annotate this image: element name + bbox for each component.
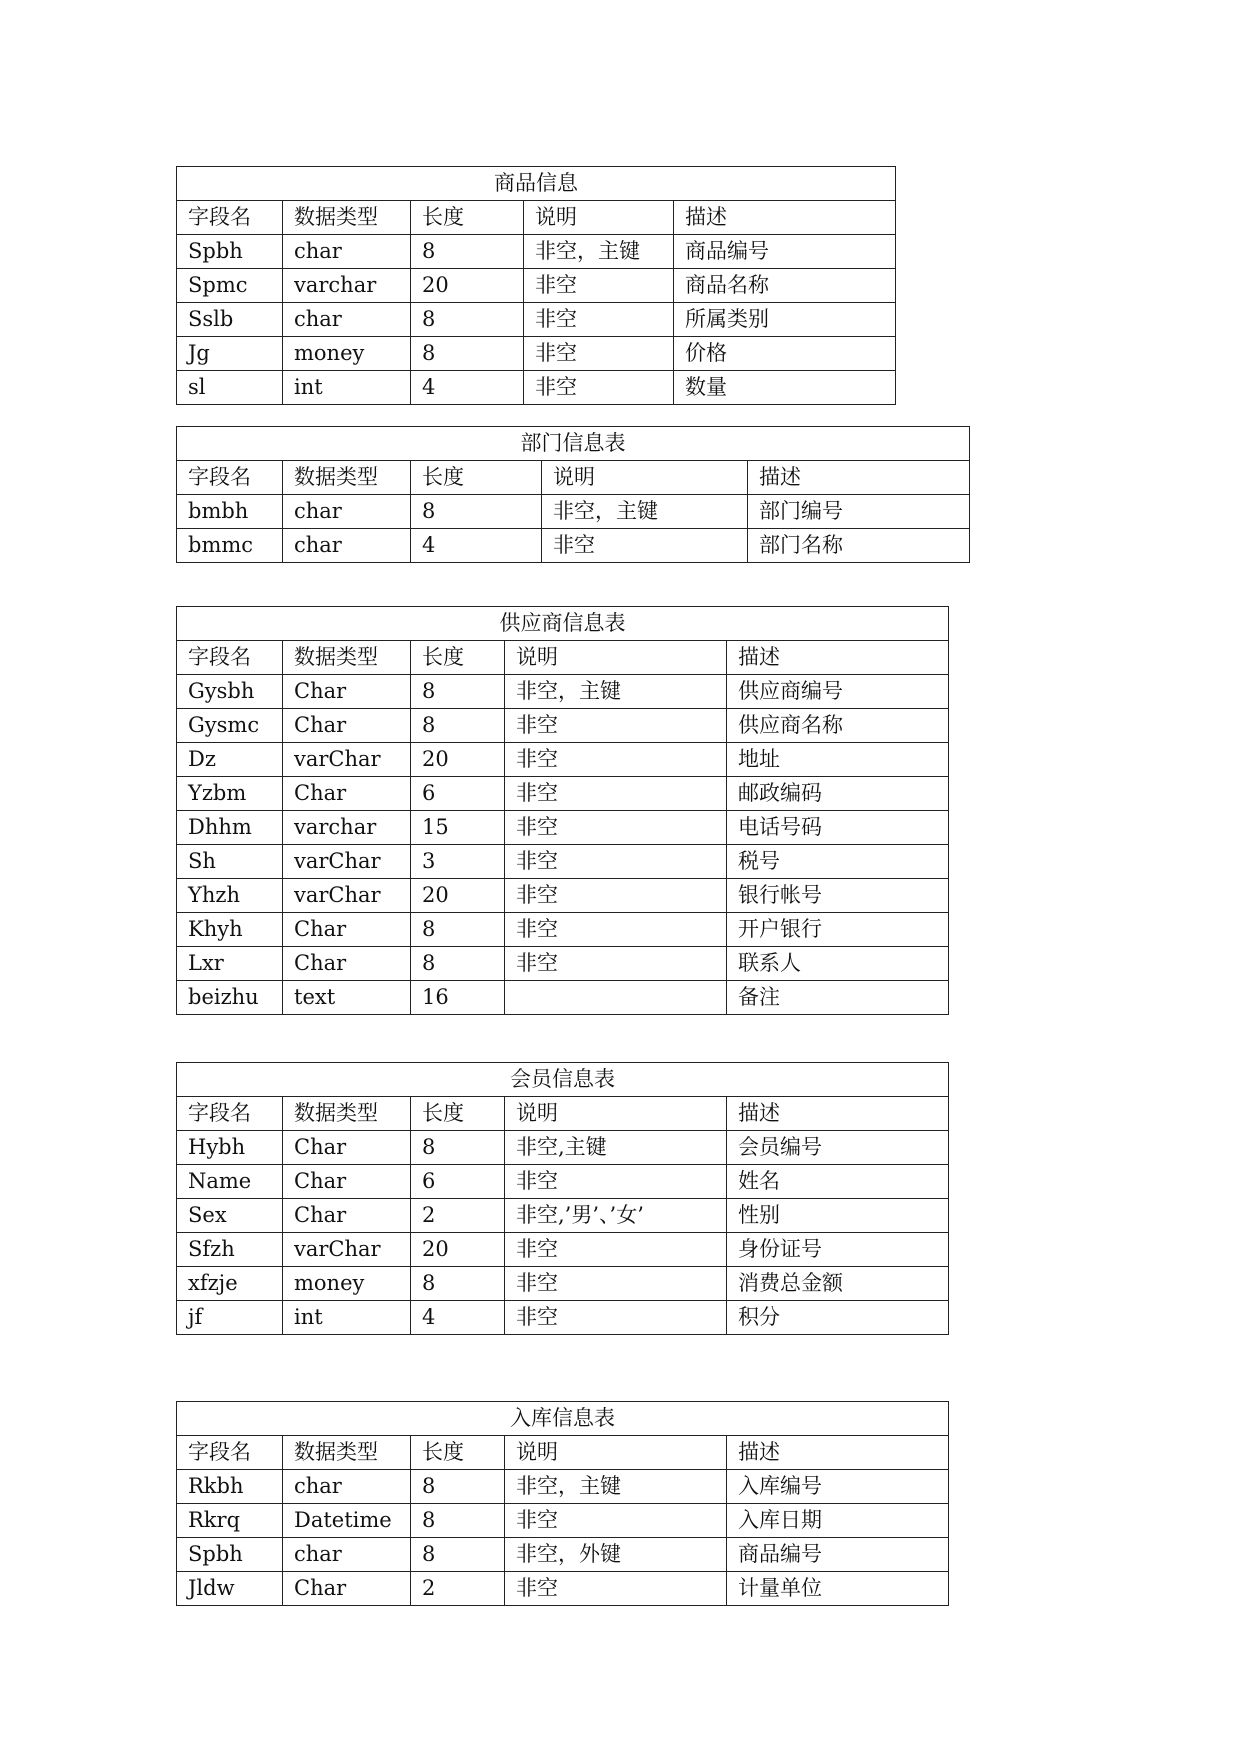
description-cell: 供应商名称 [727,709,949,743]
table-row [177,947,949,981]
field-name-cell: Jg [177,337,283,371]
length-cell: 8 [411,675,505,709]
warehouse-entry-table [176,1401,949,1606]
length-cell: 20 [411,879,505,913]
field-name-cell: Sfzh [177,1233,283,1267]
table-row [177,709,949,743]
header-cell: 数据类型 [283,1436,411,1470]
data-type-cell: int [283,371,411,405]
data-type-cell: Char [283,1199,411,1233]
header-cell: 描述 [727,641,949,675]
field-name-cell: Sslb [177,303,283,337]
length-cell: 20 [411,743,505,777]
data-type-cell: varChar [283,879,411,913]
length-cell: 8 [411,1131,505,1165]
length-cell: 20 [411,1233,505,1267]
description-cell: 电话号码 [727,811,949,845]
table-row [177,1267,949,1301]
note-cell: 非空 [505,1267,727,1301]
note-cell: 非空 [505,777,727,811]
length-cell: 8 [411,709,505,743]
note-cell: 非空 [524,269,674,303]
table-title-row [177,427,970,461]
header-cell: 长度 [411,1097,505,1131]
note-cell: 非空 [524,303,674,337]
table-row [177,269,896,303]
length-cell: 6 [411,1165,505,1199]
table-row [177,811,949,845]
table-row [177,235,896,269]
note-cell: 非空,主键 [505,1131,727,1165]
table-row [177,777,949,811]
table-title: 供应商信息表 [177,607,949,641]
table-row [177,981,949,1015]
description-cell: 入库编号 [727,1470,949,1504]
field-name-cell: Khyh [177,913,283,947]
description-cell: 商品名称 [674,269,896,303]
length-cell: 8 [411,495,542,529]
note-cell: 非空 [505,913,727,947]
header-cell: 描述 [748,461,970,495]
header-cell: 说明 [524,201,674,235]
table-header-row [177,1097,949,1131]
description-cell: 备注 [727,981,949,1015]
description-cell: 数量 [674,371,896,405]
data-type-cell: money [283,337,411,371]
table-title-row [177,167,896,201]
note-cell: 非空,’男’、’女’ [505,1199,727,1233]
table-row [177,743,949,777]
field-name-cell: Dhhm [177,811,283,845]
field-name-cell: Hybh [177,1131,283,1165]
description-cell: 身份证号 [727,1233,949,1267]
header-cell: 长度 [411,641,505,675]
table-row [177,371,896,405]
header-cell: 说明 [542,461,748,495]
table-header-row [177,641,949,675]
header-cell: 数据类型 [283,1097,411,1131]
length-cell: 8 [411,1538,505,1572]
length-cell: 4 [411,371,524,405]
field-name-cell: xfzje [177,1267,283,1301]
table-row [177,675,949,709]
description-cell: 消费总金额 [727,1267,949,1301]
length-cell: 8 [411,235,524,269]
data-type-cell: char [283,495,411,529]
table-header-row [177,201,896,235]
length-cell: 8 [411,947,505,981]
field-name-cell: Yzbm [177,777,283,811]
description-cell: 邮政编码 [727,777,949,811]
data-type-cell: Char [283,1131,411,1165]
description-cell: 性别 [727,1199,949,1233]
table-row [177,1131,949,1165]
field-name-cell: Name [177,1165,283,1199]
note-cell: 非空 [505,709,727,743]
table-row [177,1470,949,1504]
length-cell: 3 [411,845,505,879]
field-name-cell: Gysmc [177,709,283,743]
length-cell: 6 [411,777,505,811]
data-type-cell: varChar [283,845,411,879]
table-title: 部门信息表 [177,427,970,461]
header-cell: 描述 [727,1097,949,1131]
field-name-cell: Dz [177,743,283,777]
description-cell: 价格 [674,337,896,371]
note-cell: 非空 [524,371,674,405]
data-type-cell: char [283,529,411,563]
description-cell: 开户银行 [727,913,949,947]
header-cell: 字段名 [177,1436,283,1470]
note-cell: 非空，主键 [505,1470,727,1504]
description-cell: 会员编号 [727,1131,949,1165]
data-type-cell: Char [283,777,411,811]
table-row [177,879,949,913]
header-cell: 长度 [411,461,542,495]
data-type-cell: char [283,1470,411,1504]
note-cell: 非空 [505,1301,727,1335]
length-cell: 2 [411,1199,505,1233]
data-type-cell: Char [283,1165,411,1199]
description-cell: 商品编号 [727,1538,949,1572]
data-type-cell: varChar [283,743,411,777]
note-cell: 非空，外键 [505,1538,727,1572]
table-row [177,303,896,337]
field-name-cell: Spbh [177,235,283,269]
field-name-cell: Rkbh [177,1470,283,1504]
data-type-cell: text [283,981,411,1015]
data-type-cell: Char [283,1572,411,1606]
header-cell: 说明 [505,1097,727,1131]
data-type-cell: char [283,235,411,269]
header-cell: 长度 [411,1436,505,1470]
header-cell: 描述 [674,201,896,235]
field-name-cell: Spmc [177,269,283,303]
header-cell: 字段名 [177,201,283,235]
length-cell: 8 [411,1504,505,1538]
data-type-cell: Char [283,913,411,947]
length-cell: 15 [411,811,505,845]
data-type-cell: Char [283,675,411,709]
table-header-row [177,1436,949,1470]
header-cell: 说明 [505,641,727,675]
description-cell: 姓名 [727,1165,949,1199]
length-cell: 8 [411,337,524,371]
description-cell: 供应商编号 [727,675,949,709]
field-name-cell: bmmc [177,529,283,563]
table-row [177,337,896,371]
table-title-row [177,607,949,641]
field-name-cell: Sex [177,1199,283,1233]
note-cell: 非空 [505,947,727,981]
table-title-row [177,1402,949,1436]
length-cell: 16 [411,981,505,1015]
description-cell: 所属类别 [674,303,896,337]
field-name-cell: jf [177,1301,283,1335]
header-cell: 字段名 [177,1097,283,1131]
data-type-cell: Char [283,947,411,981]
data-type-cell: char [283,1538,411,1572]
length-cell: 8 [411,913,505,947]
note-cell: 非空 [505,811,727,845]
data-type-cell: Char [283,709,411,743]
data-type-cell: varchar [283,811,411,845]
table-row [177,495,970,529]
length-cell: 8 [411,1267,505,1301]
data-type-cell: int [283,1301,411,1335]
note-cell: 非空，主键 [524,235,674,269]
data-type-cell: money [283,1267,411,1301]
data-type-cell: Datetime [283,1504,411,1538]
header-cell: 数据类型 [283,201,411,235]
note-cell: 非空，主键 [542,495,748,529]
field-name-cell: Lxr [177,947,283,981]
note-cell: 非空 [542,529,748,563]
length-cell: 8 [411,1470,505,1504]
header-cell: 说明 [505,1436,727,1470]
note-cell: 非空 [505,743,727,777]
note-cell: 非空 [505,879,727,913]
note-cell: 非空 [505,1572,727,1606]
table-row [177,1233,949,1267]
length-cell: 4 [411,529,542,563]
table-row [177,1572,949,1606]
header-cell: 数据类型 [283,641,411,675]
table-title-row [177,1063,949,1097]
field-name-cell: Spbh [177,1538,283,1572]
field-name-cell: Rkrq [177,1504,283,1538]
note-cell [505,981,727,1015]
note-cell: 非空 [505,845,727,879]
field-name-cell: bmbh [177,495,283,529]
note-cell: 非空 [524,337,674,371]
note-cell: 非空 [505,1504,727,1538]
field-name-cell: Yhzh [177,879,283,913]
data-type-cell: varchar [283,269,411,303]
data-type-cell: varChar [283,1233,411,1267]
note-cell: 非空 [505,1233,727,1267]
header-cell: 描述 [727,1436,949,1470]
table-title: 会员信息表 [177,1063,949,1097]
field-name-cell: Gysbh [177,675,283,709]
description-cell: 部门编号 [748,495,970,529]
department-info-table [176,426,970,563]
description-cell: 部门名称 [748,529,970,563]
field-name-cell: Sh [177,845,283,879]
description-cell: 银行帐号 [727,879,949,913]
product-info-table [176,166,896,405]
table-row [177,913,949,947]
length-cell: 8 [411,303,524,337]
description-cell: 联系人 [727,947,949,981]
header-cell: 字段名 [177,641,283,675]
table-row [177,845,949,879]
header-cell: 长度 [411,201,524,235]
header-cell: 数据类型 [283,461,411,495]
table-row [177,1199,949,1233]
field-name-cell: beizhu [177,981,283,1015]
field-name-cell: Jldw [177,1572,283,1606]
length-cell: 2 [411,1572,505,1606]
description-cell: 计量单位 [727,1572,949,1606]
table-row [177,1504,949,1538]
description-cell: 商品编号 [674,235,896,269]
table-row [177,1301,949,1335]
table-header-row [177,461,970,495]
data-type-cell: char [283,303,411,337]
header-cell: 字段名 [177,461,283,495]
description-cell: 积分 [727,1301,949,1335]
field-name-cell: sl [177,371,283,405]
table-title: 入库信息表 [177,1402,949,1436]
note-cell: 非空 [505,1165,727,1199]
table-title: 商品信息 [177,167,896,201]
description-cell: 税号 [727,845,949,879]
description-cell: 地址 [727,743,949,777]
table-row [177,1165,949,1199]
member-info-table [176,1062,949,1335]
supplier-info-table [176,606,949,1015]
table-row [177,529,970,563]
table-row [177,1538,949,1572]
length-cell: 4 [411,1301,505,1335]
length-cell: 20 [411,269,524,303]
description-cell: 入库日期 [727,1504,949,1538]
note-cell: 非空，主键 [505,675,727,709]
